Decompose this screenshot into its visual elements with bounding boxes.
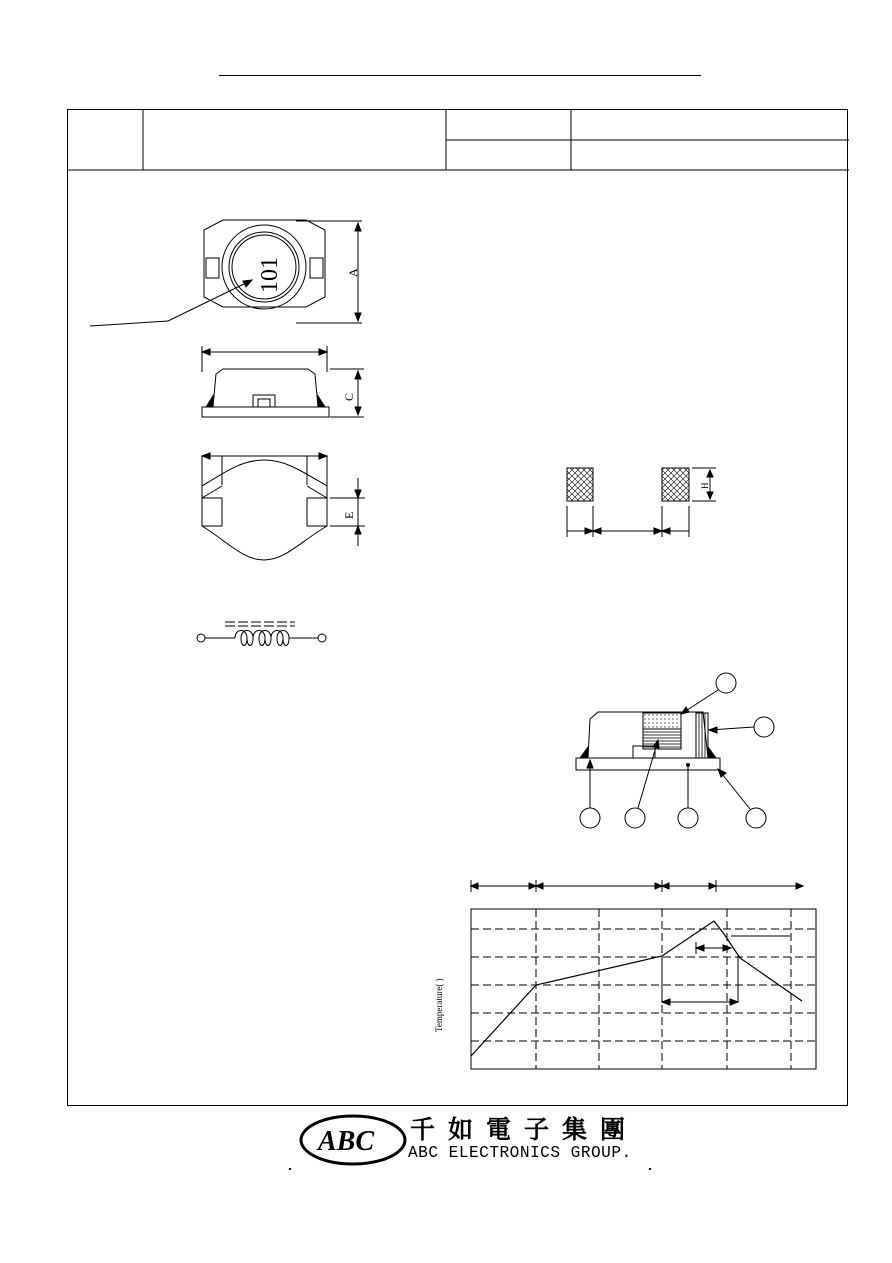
reflow-profile-chart [471,880,816,1069]
top-view-drawing [90,220,362,326]
spec-sheet [67,109,848,1106]
dim-c-label: C [342,392,356,401]
dim-e-label: E [342,511,356,519]
drawing-canvas [68,110,849,1107]
title-rule [219,75,701,76]
footer-dot-left [289,1168,291,1170]
dim-h-label: H [700,482,710,489]
logo-chinese-name: 千如電子集團 [410,1115,639,1144]
inductor-symbol [197,622,326,646]
company-logo [298,1110,658,1170]
logo-mark-text: ABC [318,1126,375,1157]
bottom-view-drawing [202,453,365,560]
land-pattern-drawing [567,468,716,537]
dim-a-label: A [346,268,360,277]
header-table [68,110,849,170]
cross-section-drawing [576,673,774,828]
footer-dot-right [649,1168,651,1170]
reflow-ylabel: Temperature( ) [434,978,444,1032]
abc-logo-mark [298,1112,410,1168]
side-view-drawing [202,346,364,417]
logo-english-name: ABC ELECTRONICS GROUP. [408,1144,632,1163]
marking-101: 101 [257,257,283,293]
